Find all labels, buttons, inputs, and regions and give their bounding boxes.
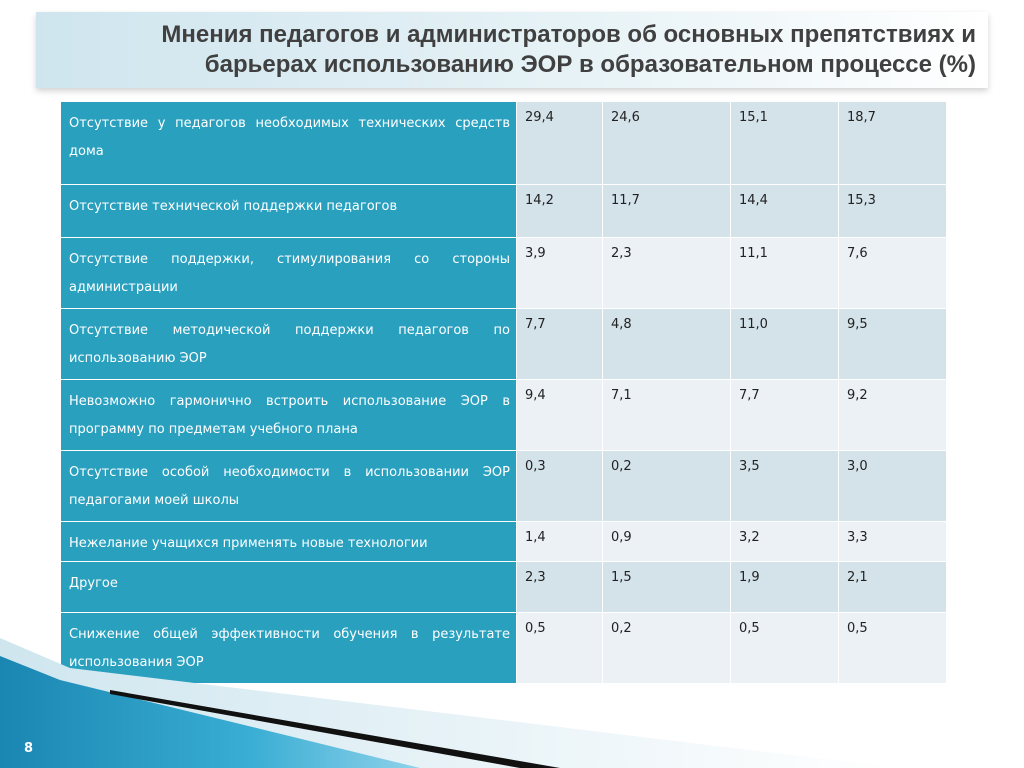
- value-cell: 2,1: [839, 562, 947, 613]
- row-label: Нежелание учащихся применять новые технологии: [61, 522, 517, 562]
- value-cell: 1,5: [603, 562, 731, 613]
- value-cell: 9,2: [839, 380, 947, 451]
- value-cell: 1,4: [517, 522, 603, 562]
- value-cell: 2,3: [517, 562, 603, 613]
- value-cell: 3,5: [731, 451, 839, 522]
- value-cell: 11,7: [603, 185, 731, 238]
- value-cell: 15,3: [839, 185, 947, 238]
- value-cell: 7,7: [517, 309, 603, 380]
- slide-title-line-1: Мнения педагогов и администраторов об основных препятствиях и: [161, 21, 976, 48]
- footer-decoration: [0, 638, 1024, 768]
- value-cell: 0,3: [517, 451, 603, 522]
- row-label: Отсутствие поддержки, стимулирования со стороны администрации: [61, 238, 517, 309]
- table-row: [61, 380, 947, 451]
- table-row: [61, 238, 947, 309]
- table-row: [61, 102, 947, 185]
- value-cell: 0,9: [603, 522, 731, 562]
- value-cell: 0,5: [517, 613, 603, 684]
- value-cell: 18,7: [839, 102, 947, 185]
- value-cell: 7,6: [839, 238, 947, 309]
- value-cell: 9,5: [839, 309, 947, 380]
- value-cell: 24,6: [603, 102, 731, 185]
- table-row: [61, 522, 947, 562]
- value-cell: 11,0: [731, 309, 839, 380]
- value-cell: 14,4: [731, 185, 839, 238]
- value-cell: 2,3: [603, 238, 731, 309]
- slide-title-line-2: барьерах использованию ЭОР в образовательном процессе (%): [204, 51, 976, 78]
- value-cell: 1,9: [731, 562, 839, 613]
- value-cell: 9,4: [517, 380, 603, 451]
- value-cell: 3,3: [839, 522, 947, 562]
- value-cell: 0,2: [603, 613, 731, 684]
- value-cell: 11,1: [731, 238, 839, 309]
- value-cell: 3,0: [839, 451, 947, 522]
- value-cell: 0,5: [839, 613, 947, 684]
- value-cell: 7,7: [731, 380, 839, 451]
- value-cell: 29,4: [517, 102, 603, 185]
- row-label: Другое: [61, 562, 517, 613]
- value-cell: 0,5: [731, 613, 839, 684]
- value-cell: 4,8: [603, 309, 731, 380]
- obstacles-table: [60, 101, 947, 684]
- value-cell: 15,1: [731, 102, 839, 185]
- value-cell: 7,1: [603, 380, 731, 451]
- table-row: [61, 451, 947, 522]
- row-label: Снижение общей эффективности обучения в результате использования ЭОР: [61, 613, 517, 684]
- value-cell: 3,2: [731, 522, 839, 562]
- row-label: Отсутствие технической поддержки педагогов: [61, 185, 517, 238]
- slide-title: [76, 20, 976, 80]
- table-row: [61, 185, 947, 238]
- row-label: Отсутствие особой необходимости в использовании ЭОР педагогами моей школы: [61, 451, 517, 522]
- row-label: Невозможно гармонично встроить использование ЭОР в программу по предметам учебного плана: [61, 380, 517, 451]
- value-cell: 0,2: [603, 451, 731, 522]
- row-label: Отсутствие методической поддержки педагогов по использованию ЭОР: [61, 309, 517, 380]
- value-cell: 14,2: [517, 185, 603, 238]
- page-number: 8: [24, 741, 34, 756]
- value-cell: 3,9: [517, 238, 603, 309]
- row-label: Отсутствие у педагогов необходимых технических средств дома: [61, 102, 517, 185]
- table-row: [61, 309, 947, 380]
- table-row: [61, 562, 947, 613]
